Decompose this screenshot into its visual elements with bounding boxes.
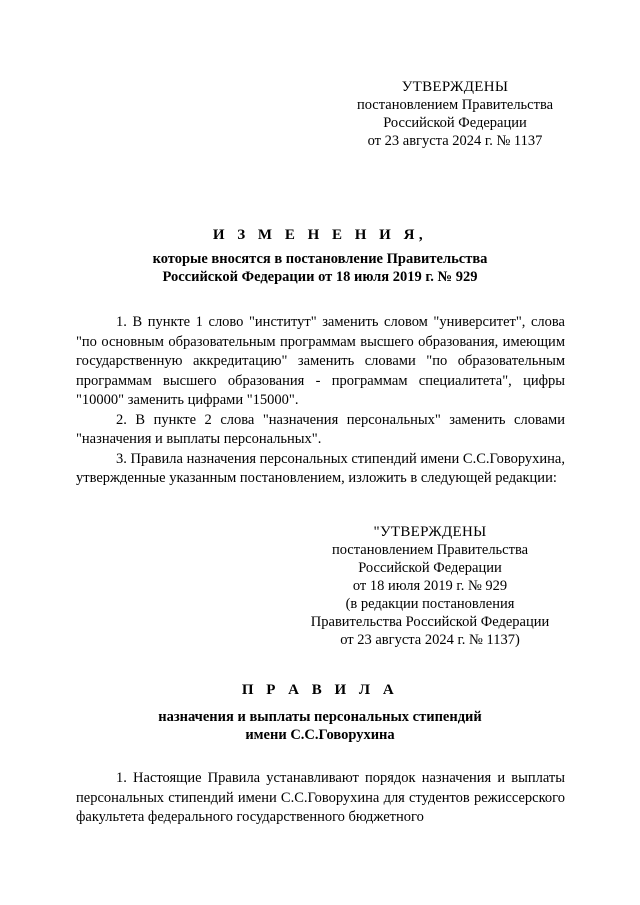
approval-inner-line6: от 23 августа 2024 г. № 1137) [340,632,520,648]
changes-heading [80,226,560,244]
approval-inner-line4: (в редакции постановления [345,596,515,612]
approval-inner-line5: Правительства Российской Федерации [310,614,550,630]
change-item-3: 3. Правила назначения персональных стипендий имени С.С.Говорухина, утвержденные указанным постановлением, изложить в следующей редакции: [76,450,565,486]
approval-block-inner [300,523,560,649]
changes-body [76,313,565,489]
approval-top-line2: Российской Федерации [383,115,527,131]
changes-title: И З М Е Н Е Н И Я, [212,227,428,243]
rule-item-1: 1. Настоящие Правила устанавливают порядок назначения и выплаты персональных стипендий имени С.С.Говорухина для студентов режиссерского факультета федерального государственного бюджетного [76,770,565,825]
rules-title: П Р А В И Л А [241,682,399,698]
changes-subtitle-line2: Российской Федерации от 18 июля 2019 г. № 929 [162,269,478,285]
changes-subheading [80,250,560,286]
rules-subheading [80,708,560,744]
change-item-2: 2. В пункте 2 слова "назначения персональных" заменить словами "назначения и выплаты персональных". [76,411,565,447]
approval-top-line3: от 23 августа 2024 г. № 1137 [367,133,543,149]
rules-body [76,769,565,828]
changes-subtitle-line1: которые вносятся в постановление Правительства [152,251,488,267]
approval-block-top [340,78,570,150]
approval-top-line1: постановлением Правительства [356,97,554,113]
change-item-1: 1. В пункте 1 слово "институт" заменить словом "университет", слова "по основным образовательным программам высшего образования, имеющим государственную аккредитацию" заменить словами "по образовательным программам высшего образования - программам специалитета", цифры "10000" заменить цифрами "15000". [76,314,565,408]
rules-heading [80,681,560,699]
approval-inner-line3: от 18 июля 2019 г. № 929 [352,578,508,594]
approval-inner-line2: Российской Федерации [358,560,502,576]
approval-top-head: УТВЕРЖДЕНЫ [401,79,509,95]
rules-subtitle-line1: назначения и выплаты персональных стипендий [158,709,482,725]
approval-inner-head: "УТВЕРЖДЕНЫ [373,524,487,540]
approval-inner-line1: постановлением Правительства [331,542,529,558]
rules-subtitle-line2: имени С.С.Говорухина [245,727,395,743]
